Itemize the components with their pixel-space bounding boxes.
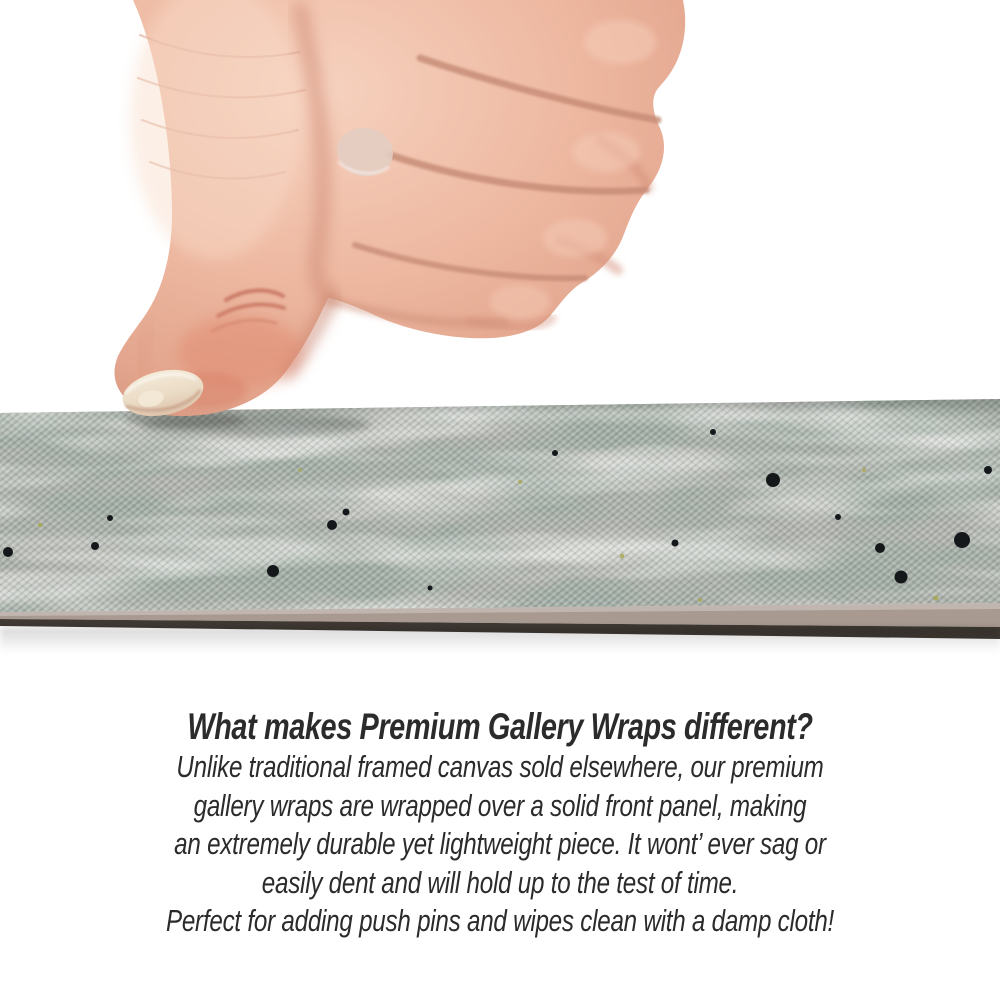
hand-fist bbox=[114, 0, 685, 423]
body-line-3: an extremely durable yet lightweight piece. It wont’ ever sag or bbox=[174, 826, 826, 861]
body-line-4: easily dent and will hold up to the test of time. bbox=[261, 864, 739, 900]
body-line-5: Perfect for adding push pins and wipes clean with a damp cloth! bbox=[165, 903, 835, 938]
strip-shadow bbox=[0, 627, 1000, 653]
marketing-copy bbox=[110, 706, 890, 941]
body-line-1: Unlike traditional framed canvas sold elsewhere, our premium bbox=[176, 749, 824, 784]
body-line-2: gallery wraps are wrapped over a solid front panel, making bbox=[193, 787, 807, 823]
headline: What makes Premium Gallery Wraps different? bbox=[187, 706, 813, 747]
canvas-texture bbox=[0, 390, 1000, 620]
canvas-strip bbox=[0, 390, 1000, 653]
